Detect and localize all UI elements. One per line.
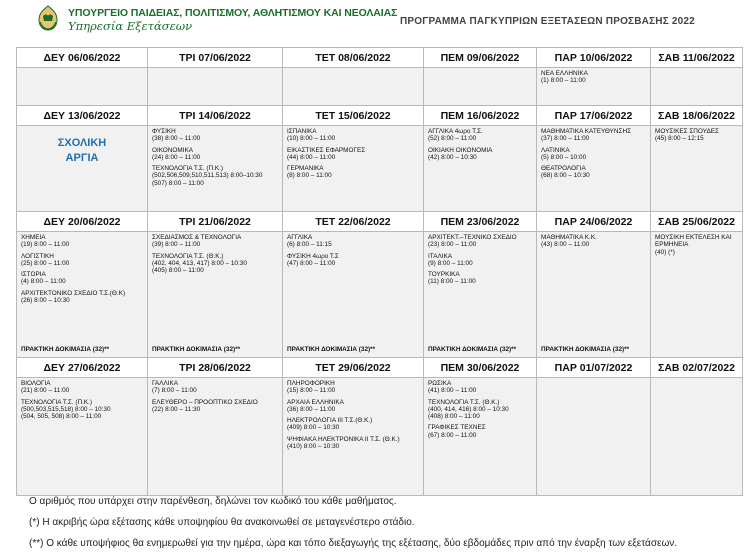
day-header: ΔΕΥ 20/06/2022: [17, 212, 148, 232]
footnote-notification: (**) Ο κάθε υποψήφιος θα ενημερωθεί για την ημέρα, ώρα και τόπο διεξαγωγής της εξέτασης, δύο εβδομάδες πριν από την έναρξη των εξετάσεων.: [29, 538, 678, 549]
day-cell: [424, 378, 537, 496]
exam-code-time: (10) 8:00 – 11:00: [287, 135, 336, 143]
exam-subject: ΙΤΑΛΙΚΑ: [428, 252, 453, 260]
day-cell: [424, 126, 537, 212]
page-header: [0, 0, 754, 44]
exam-entry: [152, 380, 278, 395]
exam-code-time: (410) 8:00 – 10:30: [287, 443, 340, 451]
holiday-line-2: ΑΡΓΙΑ: [65, 152, 99, 164]
day-header-row: [17, 358, 743, 378]
day-cell: [537, 378, 651, 496]
exam-code-time: (11) 8:00 – 11:00: [428, 278, 476, 286]
exam-subject: ΤΕΧΝΟΛΟΓΙΑ Τ.Σ. (Θ.Κ.): [152, 252, 224, 260]
exam-row: [17, 378, 743, 496]
exam-code-time: (40) (*): [655, 248, 675, 256]
exam-subject: ΜΑΘΗΜΑΤΙΚΑ Κ.Κ.: [541, 234, 597, 241]
day-cell: [283, 68, 424, 106]
service-name: Υπηρεσία Εξετάσεων: [68, 19, 193, 33]
day-header: ΠΕΜ 16/06/2022: [424, 106, 537, 126]
exam-subject: ΗΛΕΚΤΡΟΛΟΓΙΑ ΙΙΙ Τ.Σ.(Θ.Κ.): [287, 417, 373, 425]
exam-entry: [428, 147, 532, 162]
exam-entry: [541, 165, 646, 180]
exam-subject: ΕΙΚΑΣΤΙΚΕΣ ΕΦΑΡΜΟΓΕΣ: [287, 146, 366, 154]
exam-code-time: (4) 8:00 – 11:00: [21, 278, 66, 286]
exam-schedule-table: [16, 47, 743, 496]
exam-subject: ΤΕΧΝΟΛΟΓΙΑ Τ.Σ. (Θ.Κ.): [428, 398, 500, 406]
exam-row: [17, 68, 743, 106]
exam-entry: [287, 417, 419, 432]
exam-subject: ΑΓΓΛΙΚΑ: [287, 234, 313, 241]
school-holiday-label: [21, 136, 143, 166]
day-header: ΔΕΥ 06/06/2022: [17, 48, 148, 68]
exam-entry: [21, 253, 143, 268]
exam-entry: [287, 253, 419, 268]
exam-row: [17, 126, 743, 212]
exam-entry: [152, 128, 278, 143]
exam-code-time: (36) 8:00 – 11:00: [287, 405, 336, 413]
exam-subject: ΛΟΓΙΣΤΙΚΗ: [21, 252, 54, 260]
day-header: ΠΑΡ 24/06/2022: [537, 212, 651, 232]
exam-entry: [152, 147, 278, 162]
exam-subject: ΛΑΤΙΝΙΚΑ: [541, 146, 570, 154]
exam-subject: ΜΟΥΣΙΚΕΣ ΣΠΟΥΔΕΣ: [655, 128, 719, 135]
document-title: ΠΡΟΓΡΑΜΜΑ ΠΑΓΚΥΠΡΙΩΝ ΕΞΕΤΑΣΕΩΝ ΠΡΟΣΒΑΣΗΣ 2022: [400, 16, 695, 27]
exam-code-time: (1) 8:00 – 11:00: [541, 77, 586, 85]
day-header: ΠΑΡ 01/07/2022: [537, 358, 651, 378]
exam-subject: ΦΥΣΙΚΗ 4ωρο Τ.Σ: [287, 252, 339, 260]
exam-subject: ΟΙΚΟΝΟΜΙΚΑ: [152, 146, 193, 154]
exam-code-time: (45) 8:00 – 12:15: [655, 135, 704, 143]
day-header: ΤΡΙ 21/06/2022: [148, 212, 283, 232]
exam-entry: [287, 165, 419, 180]
exam-subject: ΠΛΗΡΟΦΟΡΙΚΗ: [287, 380, 335, 387]
exam-subject: ΜΟΥΣΙΚΗ ΕΚΤΕΛΕΣΗ ΚΑΙ: [655, 234, 732, 241]
exam-subject: ΘΕΑΤΡΟΛΟΓΙΑ: [541, 165, 586, 173]
exam-subject: ΜΑΘΗΜΑΤΙΚΑ ΚΑΤΕΥΘΥΝΣΗΣ: [541, 128, 632, 135]
day-header: ΤΕΤ 29/06/2022: [283, 358, 424, 378]
exam-code-time: (38) 8:00 – 11:00: [152, 135, 201, 143]
day-header: ΠΑΡ 17/06/2022: [537, 106, 651, 126]
day-header: ΠΑΡ 10/06/2022: [537, 48, 651, 68]
day-cell: [537, 126, 651, 212]
exam-entry: [541, 147, 646, 162]
day-header: ΤΡΙ 14/06/2022: [148, 106, 283, 126]
exam-subject: ΤΕΧΝΟΛΟΓΙΑ Τ.Σ. (Π.Κ.): [21, 398, 93, 406]
exam-subject: ΤΟΥΡΚΙΚΑ: [428, 271, 460, 279]
exam-code-time: (43) 8:00 – 11:00: [541, 241, 590, 249]
exam-entry: [287, 234, 419, 249]
exam-entry: [541, 70, 646, 85]
day-header-row: [17, 48, 743, 68]
exam-subject: ΟΙΚΙΑΚΗ ΟΙΚΟΝΟΜΙΑ: [428, 146, 493, 154]
exam-code-time: (15) 8:00 – 11:00: [287, 387, 336, 395]
exam-entry: [428, 253, 532, 268]
exam-subject: ΙΣΤΟΡΙΑ: [21, 271, 46, 279]
footnote-course-code: Ο αριθμός που υπάρχει στην παρένθεση, δηλώνει τον κωδικό του κάθε μαθήματος.: [29, 496, 397, 507]
footnotes: [29, 496, 677, 559]
exam-entry: [655, 128, 738, 143]
day-header: ΤΕΤ 08/06/2022: [283, 48, 424, 68]
day-header: ΠΕΜ 09/06/2022: [424, 48, 537, 68]
exam-entry: [21, 271, 143, 286]
day-cell: [283, 378, 424, 496]
day-cell: [651, 378, 743, 496]
exam-entry: [428, 271, 532, 286]
day-header: ΣΑΒ 18/06/2022: [651, 106, 743, 126]
exam-code-time: (52) 8:00 – 11:00: [428, 135, 477, 143]
exam-entry: [21, 290, 143, 305]
exam-entry: [287, 436, 419, 451]
day-cell: [537, 232, 651, 358]
exam-code-time: (39) 8:00 – 11:00: [152, 241, 201, 249]
day-header: ΤΕΤ 15/06/2022: [283, 106, 424, 126]
holiday-line-1: ΣΧΟΛΙΚΗ: [57, 137, 107, 149]
exam-code-time: (402, 404, 413, 417) 8:00 – 10:30: [152, 259, 247, 267]
exam-subject: ΦΥΣΙΚΗ: [152, 128, 176, 135]
practical-test-label: ΠΡΑΚΤΙΚΗ ΔΟΚΙΜΑΣΙΑ (32)**: [541, 346, 630, 353]
day-header: ΣΑΒ 25/06/2022: [651, 212, 743, 232]
exam-entry: [152, 165, 278, 187]
day-header: ΠΕΜ 30/06/2022: [424, 358, 537, 378]
exam-code-time: (502,506,509,510,511,513) 8:00–10:30: [152, 172, 263, 180]
exam-code-time: (67) 8:00 – 11:00: [428, 431, 477, 439]
day-cell: [148, 232, 283, 358]
exam-entry: [428, 128, 532, 143]
day-header: ΠΕΜ 23/06/2022: [424, 212, 537, 232]
day-cell: [17, 126, 148, 212]
day-cell: [651, 232, 743, 358]
day-cell: [283, 126, 424, 212]
day-cell: [148, 378, 283, 496]
exam-entry: [21, 234, 143, 249]
exam-subject: ΧΗΜΕΙΑ: [21, 234, 46, 241]
day-header: ΤΡΙ 07/06/2022: [148, 48, 283, 68]
day-cell: [424, 232, 537, 358]
day-header-row: [17, 212, 743, 232]
exam-code-time-2: (507) 8:00 – 11:00: [152, 179, 204, 187]
exam-entry: [152, 253, 278, 275]
exam-code-time: (44) 8:00 – 11:00: [287, 153, 336, 161]
day-header: ΔΕΥ 13/06/2022: [17, 106, 148, 126]
exam-entry: [287, 128, 419, 143]
day-cell: [17, 378, 148, 496]
exam-code-time: (7) 8:00 – 11:00: [152, 387, 197, 395]
day-cell: [651, 68, 743, 106]
practical-test-label: ΠΡΑΚΤΙΚΗ ΔΟΚΙΜΑΣΙΑ (32)**: [21, 346, 110, 353]
exam-entry: [428, 399, 532, 421]
day-cell: [148, 68, 283, 106]
exam-code-time: (21) 8:00 – 11:00: [21, 387, 70, 395]
day-cell: [651, 126, 743, 212]
exam-code-time: (6) 8:00 – 11:15: [287, 241, 332, 249]
exam-code-time: (400, 414, 416) 8:00 – 10:30: [428, 405, 509, 413]
exam-entry: [428, 424, 532, 439]
exam-code-time: (24) 8:00 – 11:00: [152, 153, 201, 161]
exam-subject: ΡΩΣΙΚΑ: [428, 380, 452, 387]
exam-code-time: (25) 8:00 – 11:00: [21, 259, 70, 267]
exam-subject: ΑΓΓΛΙΚΑ 4ωρο Τ.Σ.: [428, 128, 483, 135]
exam-code-time: (47) 8:00 – 11:00: [287, 259, 336, 267]
exam-entry: [287, 399, 419, 414]
exam-code-time: (42) 8:00 – 10:30: [428, 153, 477, 161]
day-cell: [17, 232, 148, 358]
practical-test-label: ΠΡΑΚΤΙΚΗ ΔΟΚΙΜΑΣΙΑ (32)**: [152, 346, 241, 353]
exam-entry: [428, 234, 532, 249]
exam-entry: [287, 380, 419, 395]
exam-code-time: (9) 8:00 – 11:00: [428, 259, 473, 267]
day-cell: [424, 68, 537, 106]
day-header: ΤΡΙ 28/06/2022: [148, 358, 283, 378]
day-cell: [17, 68, 148, 106]
day-header: ΤΕΤ 22/06/2022: [283, 212, 424, 232]
exam-subject: ΓΡΑΦΙΚΕΣ ΤΕΧΝΕΣ: [428, 424, 486, 432]
exam-entry: [541, 128, 646, 143]
exam-subject: ΒΙΟΛΟΓΙΑ: [21, 380, 51, 387]
exam-entry: [152, 399, 278, 414]
day-header: ΣΑΒ 02/07/2022: [651, 358, 743, 378]
day-header: ΣΑΒ 11/06/2022: [651, 48, 743, 68]
day-header-row: [17, 106, 743, 126]
cyprus-emblem-icon: [34, 4, 62, 32]
exam-subject: ΤΕΧΝΟΛΟΓΙΑ Τ.Σ. (Π.Κ.): [152, 165, 224, 173]
ministry-name: ΥΠΟΥΡΓΕΙΟ ΠΑΙΔΕΙΑΣ, ΠΟΛΙΤΙΣΜΟΥ, ΑΘΛΗΤΙΣΜΟΥ ΚΑΙ ΝΕΟΛΑΙΑΣ: [68, 7, 398, 19]
exam-subject: ΣΧΕΔΙΑΣΜΟΣ & ΤΕΧΝΟΛΟΓΙΑ: [152, 234, 242, 241]
exam-code-time: (37) 8:00 – 11:00: [541, 135, 590, 143]
exam-subject: ΑΡΧΙΤΕΚΤ.–ΤΕΧΝΙΚΟ ΣΧΕΔΙΟ: [428, 234, 517, 241]
exam-subject-cont: ΕΡΜΗΝΕΙΑ: [655, 241, 689, 249]
day-cell: [537, 68, 651, 106]
practical-test-label: ΠΡΑΚΤΙΚΗ ΔΟΚΙΜΑΣΙΑ (32)**: [287, 346, 376, 353]
exam-subject: ΙΣΠΑΝΙΚΑ: [287, 128, 317, 135]
exam-code-time: (41) 8:00 – 11:00: [428, 387, 477, 395]
exam-code-time: (500,503,515,518) 8:00 – 10:30: [21, 405, 111, 413]
practical-test-label: ΠΡΑΚΤΙΚΗ ΔΟΚΙΜΑΣΙΑ (32)**: [428, 346, 517, 353]
exam-code-time-2: (405) 8:00 – 11:00: [152, 267, 204, 275]
exam-subject: ΕΛΕΥΘΕΡΟ – ΠΡΟΟΠΤΙΚΟ ΣΧΕΔΙΟ: [152, 398, 258, 406]
exam-subject: ΑΡΧΑΙΑ ΕΛΛΗΝΙΚΑ: [287, 398, 344, 406]
exam-subject: ΨΗΦΙΑΚΑ ΗΛΕΚΤΡΟΝΙΚΑ ΙΙ Τ.Σ. (Θ.Κ.): [287, 435, 400, 443]
exam-code-time: (5) 8:00 – 10:00: [541, 153, 587, 161]
exam-code-time: (19) 8:00 – 11:00: [21, 241, 70, 249]
exam-code-time: (409) 8:00 – 10:30: [287, 424, 340, 432]
exam-code-time: (26) 8:00 – 10:30: [21, 297, 70, 305]
exam-entry: [541, 234, 646, 249]
exam-entry: [21, 380, 143, 395]
exam-subject: ΑΡΧΙΤΕΚΤΟΝΙΚΟ ΣΧΕΔΙΟ Τ.Σ.(Θ.Κ): [21, 289, 126, 297]
footnote-exact-time: (*) Η ακριβής ώρα εξέτασης κάθε υποψηφίου θα ανακοινωθεί σε μεταγενέστερο στάδιο.: [29, 517, 415, 528]
exam-subject: ΓΑΛΛΙΚΑ: [152, 380, 179, 387]
day-header: ΔΕΥ 27/06/2022: [17, 358, 148, 378]
exam-entry: [655, 234, 738, 256]
exam-subject: ΓΕΡΜΑΝΙΚΑ: [287, 165, 324, 173]
exam-entry: [428, 380, 532, 395]
exam-subject: ΝΕΑ ΕΛΛΗΝΙΚΑ: [541, 70, 588, 77]
exam-entry: [21, 399, 143, 421]
exam-entry: [152, 234, 278, 249]
exam-code-time: (68) 8:00 – 10:30: [541, 172, 590, 180]
exam-row: [17, 232, 743, 358]
day-cell: [148, 126, 283, 212]
exam-entry: [287, 147, 419, 162]
exam-code-time-2: (504, 505, 508) 8:00 – 11:00: [21, 413, 102, 421]
exam-code-time: (22) 8:00 – 11:30: [152, 405, 201, 413]
day-cell: [283, 232, 424, 358]
exam-code-time-2: (408) 8:00 – 11:00: [428, 413, 480, 421]
exam-code-time: (8) 8:00 – 11:00: [287, 172, 332, 180]
exam-code-time: (23) 8:00 – 11:00: [428, 241, 477, 249]
